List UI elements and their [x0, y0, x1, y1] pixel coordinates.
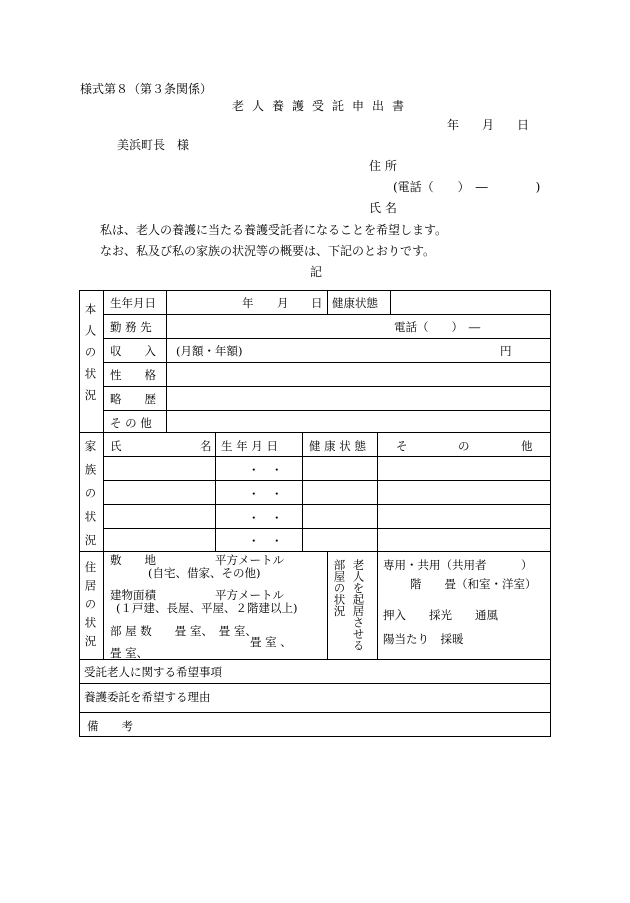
other-label: そ の 他	[110, 416, 152, 430]
family-col-name-1: 氏	[110, 439, 122, 453]
room-sunlight: 陽当たり 採暖	[383, 632, 464, 646]
history-label: 略 歴	[110, 392, 156, 406]
room-features: 押入 採光 通風	[383, 608, 498, 622]
section-label-family: 家族の状況	[83, 440, 98, 558]
birth-day: 日	[311, 296, 323, 310]
applicant-address-label: 住 所	[369, 159, 397, 173]
wishes-label: 受託老人に関する希望事項	[84, 665, 222, 679]
income-unit: 円	[500, 344, 512, 358]
form-number: 様式第８（第３条関係）	[80, 82, 213, 96]
floor-area-unit: 平方メートル	[215, 588, 284, 602]
birth-month: 月	[277, 296, 289, 310]
birthdate-label: 生年月日	[110, 296, 156, 310]
applicant-name-label: 氏 名	[369, 201, 397, 215]
date-day: 日	[517, 118, 530, 132]
rooms-line-3: 畳 室、	[110, 646, 149, 660]
room-condition-label: 部屋の状況	[332, 559, 347, 617]
reason-label: 養護委託を希望する理由	[84, 690, 211, 704]
body-line-2: なお、私及び私の家族の状況等の概要は、下記のとおりです。	[100, 244, 436, 258]
family-row-birth: ・ ・	[248, 463, 283, 477]
page-title: 老人養護受託申出書	[232, 99, 413, 113]
personality-label: 性 格	[110, 368, 156, 382]
site-label: 敷 地	[110, 553, 156, 567]
room-floor-and-mats: 階 畳（和室・洋室）	[410, 577, 537, 591]
birth-year: 年	[242, 296, 254, 310]
health-label: 健康状態	[332, 296, 378, 310]
family-row-birth: ・ ・	[248, 487, 283, 501]
family-col-other-3: 他	[521, 439, 533, 453]
section-label-residence: 住居の状況	[83, 561, 98, 654]
family-col-health: 健 康 状 態	[309, 439, 366, 453]
employer-label: 勤 務 先	[110, 320, 152, 334]
remarks-label: 備 考	[87, 719, 133, 733]
ki-label: 記	[310, 265, 323, 279]
family-col-other-2: の	[458, 439, 470, 453]
family-col-name-2: 名	[200, 439, 212, 453]
body-line-1: 私は、老人の養護に当たる養護受託者になることを希望します。	[100, 223, 448, 237]
rooms-line-1: 部 屋 数 畳 室、 畳 室、	[110, 624, 257, 638]
family-col-birth: 生 年 月 日	[221, 439, 278, 453]
family-row-birth: ・ ・	[248, 511, 283, 525]
section-label-personal: 本人の状況	[83, 303, 98, 411]
building-type: (１戸建、長屋、平屋、２階建以上)	[116, 601, 298, 615]
family-row-birth: ・ ・	[248, 534, 283, 548]
applicant-phone-label: (電話（ ） ― )	[393, 180, 541, 194]
date-year: 年	[447, 118, 460, 132]
addressee: 美浜町長 様	[117, 138, 190, 152]
income-label: 収 入	[110, 344, 156, 358]
rooms-line-2: 畳 室 、	[250, 635, 292, 649]
family-col-other-1: そ	[396, 439, 408, 453]
date-month: 月	[482, 118, 495, 132]
site-type: (自宅、借家、その他)	[148, 566, 261, 580]
income-period: (月額・年額)	[176, 344, 243, 358]
site-unit: 平方メートル	[215, 553, 284, 567]
employer-phone-label: 電話（ ） ―	[394, 320, 481, 334]
room-occupant-label: 老人を起居させる	[351, 559, 366, 651]
room-use-type: 専用・共用（共用者 ）	[383, 558, 533, 572]
floor-area-label: 建物面積	[110, 588, 156, 602]
